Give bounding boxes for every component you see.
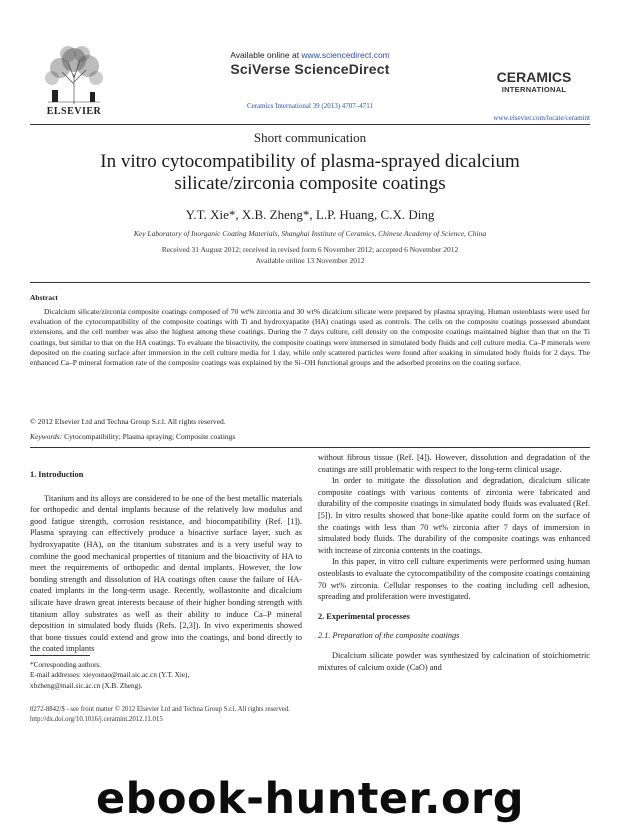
affiliation: Key Laboratory of Inorganic Coating Materials, Shanghai Institute of Ceramics, Chinese Academy of Science, China [133, 229, 487, 238]
right-paragraph-0: without fibrous tissue (Ref. [4]). However, dissolution and degradation of the coatings are still problematic with respect to the long-term clinical usage. [318, 453, 590, 474]
abstract-heading: Abstract [30, 293, 58, 302]
keywords [30, 432, 590, 441]
abstract-divider-bottom [30, 447, 590, 448]
subsection-heading-preparation: 2.1. Preparation of the composite coatings [318, 631, 460, 641]
footnote-email-2: xbzheng@mail.sic.ac.cn (X.B. Zheng). [30, 682, 143, 690]
section-heading-experimental: 2. Experimental processes [318, 611, 410, 621]
journal-url-link[interactable]: www.elsevier.com/locate/ceramint [493, 114, 590, 122]
journal-logo-line1: CERAMICS [496, 69, 572, 85]
available-prefix: Available online at [230, 50, 302, 60]
author-list: Y.T. Xie*, X.B. Zheng*, L.P. Huang, C.X. Ding [185, 207, 435, 222]
elsevier-tree-logo [38, 44, 110, 106]
right-paragraph-1: In order to mitigate the dissolution and degradation, dicalcium silicate composite coatings with various contents of zirconia were fabricated and durability of the composite coatings in simulated body fluids was evaluated (Ref. [5]). In vitro results showed that bone-like apatite could form on the surface of the coatings with less than 70 wt% zirconia after 7 days of immersion in simulated body fluids. The durability of the composite coatings was enhanced with increase of zirconia contents in the coatings. [318, 476, 590, 555]
footnote-rule [30, 655, 90, 656]
journal-reference-link[interactable]: Ceramics International 39 (2013) 4707–4711 [246, 102, 374, 110]
right-paragraph-3: Dicalcium silicate powder was synthesized by calcination of stoichiometric mixtures of calcium oxide (CaO) and [318, 650, 590, 672]
left-column [30, 469, 302, 655]
sciencedirect-link[interactable]: www.sciencedirect.com [301, 50, 390, 60]
available-online [210, 50, 410, 60]
right-paragraph-2: In this paper, in vitro cell culture experiments were performed using human osteoblasts to evaluate the cytocompatibility of the composite coatings containing 70 wt% zirconia. Cellular responses to the coating including cell adhesion, spreading and proliferation were investigated. [318, 557, 590, 602]
right-column [318, 452, 590, 673]
section-heading-introduction: 1. Introduction [30, 470, 84, 479]
article-title: In vitro cytocompatibility of plasma-sprayed dicalcium silicate/zirconia composite coatings [100, 151, 520, 194]
abstract-paragraph: Dicalcium silicate/zirconia composite coatings composed of 70 wt% zirconia and 30 wt% dicalcium silicate were prepared by plasma spraying. Human osteoblasts were used for evaluation of the cytocompatibility of the composite coatings with Ti and hydroxyapatite (HA) coatings used as controls. The cells on the composite coatings possessed abundant extensions, and the cell number was also the highest among these coatings. During the 7 days culture, cell density on the composite coatings maintained higher than that on the Ti coatings, but similar to that on the HA coatings. To evaluate the bioactivity, the composite coatings were immersed in simulated body fluids and cell culture media. Ca–P minerals were deposited on the coating surface after immersion in the cell culture media for 1 day, while only scattered particles were found after soaking in simulated body fluids for 2 days. The enhanced Ca–P mineral formation rate of the composite coatings was explained by the Si–OH functional groups and the adsorbed proteins on the coating surface. [30, 307, 590, 368]
watermark: ebook-hunter.org [96, 774, 524, 824]
article-type: Short communication [253, 130, 367, 145]
intro-paragraph-1: Titanium and its alloys are considered to be one of the best metallic materials for orthopedic and dental implants because of the relatively low modulus and good fatigue strength, corrosion resistance, and biocompatibility (Ref. [1]). Plasma spraying can effectively produce a bioactive surface layer, such as hydroxyapatite (HA), on the titanium substrates and is a very useful way to combine the good mechanical properties of titanium and the bioactivity of HA to meet the requirements of orthopedic and dental implants. However, the low bonding strength and dissolution of HA coatings often cause the failure of HA-coated implants in the long-term usage. Recently, wollastonite and dicalcium silicate have drawn great interests because of their higher bonding strength with titanium alloy substrates as well as their ability to induce Ca–P mineral deposition in simulated body fluids (Refs. [2,3]). In vivo experiments showed that bone tissues could extend and grow into the coatings, and bond directly to the coated implants [30, 493, 302, 654]
keywords-list: Cytocompatibility; Plasma spraying; Composite coatings [62, 432, 236, 441]
abstract-text [30, 307, 590, 368]
issn-line: 0272-8842/$ - see front matter © 2012 Elsevier Ltd and Techna Group S.r.l. All rights reserved. [30, 706, 290, 713]
received-dates: Received 31 August 2012; received in revised form 6 November 2012; accepted 6 November 2012 [161, 245, 459, 254]
publisher-name: ELSEVIER [46, 106, 102, 117]
header-divider [30, 124, 590, 125]
keywords-label: Keywords: [30, 432, 63, 441]
online-date: Available online 13 November 2012 [255, 256, 365, 265]
footnote-corresponding: *Corresponding authors. [30, 661, 102, 669]
footnote-email-1: E-mail addresses: xieyoutao@mail.sic.ac.cn (Y.T. Xie), [30, 671, 190, 679]
platform-name: SciVerse ScienceDirect [230, 61, 390, 77]
abstract-divider-top [30, 282, 590, 283]
doi-link[interactable]: http://dx.doi.org/10.1016/j.ceramint.2012.11.015 [30, 716, 163, 723]
copyright-line: © 2012 Elsevier Ltd and Techna Group S.r.l. All rights reserved. [30, 417, 226, 426]
journal-logo-line2: INTERNATIONAL [501, 85, 567, 94]
